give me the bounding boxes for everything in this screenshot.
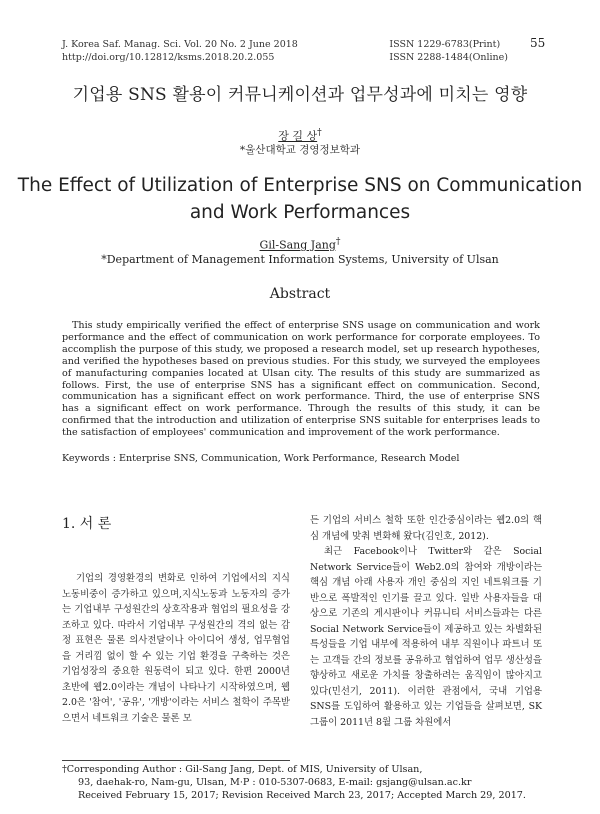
doi-link[interactable]: http://doi.org/10.12812/ksms.2018.20.2.055 xyxy=(62,52,275,63)
running-header-right xyxy=(389,38,508,64)
issn-print: ISSN 1229-6783(Print) xyxy=(389,39,501,50)
english-author-name: Gil-Sang Jang xyxy=(259,238,336,252)
english-author xyxy=(0,236,600,252)
keywords: Keywords : Enterprise SNS, Communication, Work Performance, Research Model xyxy=(62,453,460,464)
journal-citation: J. Korea Saf. Manag. Sci. Vol. 20 No. 2 June 2018 xyxy=(62,39,298,50)
korean-affiliation: *울산대학교 경영정보학과 xyxy=(239,144,361,156)
footnote-line: 93, daehak-ro, Nam-gu, Ulsan, M·P : 010-5307-0683, E-mail: gsjang@ulsan.ac.kr xyxy=(78,777,472,788)
korean-title: 기업용 SNS 활용이 커뮤니케이션과 업무성과에 미치는 영향 xyxy=(72,85,528,105)
footnote-line: †Corresponding Author : Gil-Sang Jang, Dept. of MIS, University of Ulsan, xyxy=(62,764,423,775)
footnote xyxy=(62,763,542,802)
korean-author-name: 장 길 상 xyxy=(278,129,318,143)
corresponding-mark: † xyxy=(317,127,322,138)
corresponding-mark-en: † xyxy=(335,236,341,247)
english-title xyxy=(0,172,600,226)
body-paragraph-continued: 든 기업의 서비스 철학 또한 인간중심이라는 웹2.0의 핵심 개념에 맞춰 변화해 왔다(김인호, 2012). xyxy=(310,515,542,542)
abstract-heading: Abstract xyxy=(269,286,331,302)
section-heading-introduction: 1. 서 론 xyxy=(62,516,112,532)
footnote-divider xyxy=(62,760,290,761)
english-title-line1: The Effect of Utilization of Enterprise SNS on Communication xyxy=(17,175,583,196)
body-column-right xyxy=(310,513,542,730)
english-affiliation: *Department of Management Information Systems, University of Ulsan xyxy=(101,253,499,266)
issn-online: ISSN 2288-1484(Online) xyxy=(389,52,508,63)
running-header-left xyxy=(62,38,298,64)
abstract-body: This study empirically verified the effect of enterprise SNS usage on communication and work performance and the effect of communication on work performance for corporate employees. To accomplish the purpose of this study, we proposed a research model, set up research hypotheses, and verified the hypotheses based on previous studies. For this study, we surveyed the employees of manufacturing companies located at Ulsan city. The results of this study are summarized as follows. First, the use of enterprise SNS has a significant effect on communication. Second, communication has a significant effect on work performance. Third, the use of enterprise SNS has a significant effect on work performance. Through the results of this study, it can be confirmed that the introduction and utilization of enterprise SNS suitable for enterprises leads to the satisfaction of employees' communication and improvement of the work performance. xyxy=(62,320,540,439)
page-number: 55 xyxy=(530,36,546,50)
body-paragraph: 최근 Facebook이나 Twitter와 같은 Social Network Service들이 Web2.0의 참여와 개방이라는 핵심 개념 아래 사용자 개인 중심의 지인 네트워크를 기반으로 폭발적인 인기를 끌고 있다. 일반 사용자들을 대상으로 기존의 게시판이나 커뮤니티 서비스들과는 다른 Social Network Service들이 제공하고 있는 차별화된 특성들을 기업 내부에 적용하여 내부 직원이나 파트너 또는 고객들 간의 정보를 공유하고 협업하여 업무 생산성을 향상하고 새로운 가치를 창출하려는 움직임이 많아지고 있다(민선기, 2011). 이러한 관점에서, 국내 기업용 SNS를 도입하여 활용하고 있는 기업들을 살펴보면, SK그룹이 2011년 8월 그룹 차원에서 xyxy=(310,546,542,728)
footnote-line: Received February 15, 2017; Revision Received March 23, 2017; Accepted March 29, 2017. xyxy=(78,790,526,801)
english-title-line2: and Work Performances xyxy=(189,202,411,223)
body-column-left: 기업의 경영환경의 변화로 인하여 기업에서의 지식노동비중이 증가하고 있으며,지식노동과 노동자의 증가는 기업내부 구성원간의 상호작용과 협업의 필요성을 강조하고 있다. 따라서 기업내부 구성원간의 격의 없는 감정 표현은 물론 의사전달이나 아이디어 생성, 업무협업을 거리낌 없이 할 수 있는 기업 환경을 구축하는 것은 기업성장의 중요한 원동력이 되고 있다. 한편 2000년 초반에 웹2.0이라는 개념이 나타나기 시작하였으며, 웹2.0은 '참여', '공유', '개방'이라는 서비스 철학이 주목받으면서 네트워크 기술은 물론 모 xyxy=(62,573,290,724)
